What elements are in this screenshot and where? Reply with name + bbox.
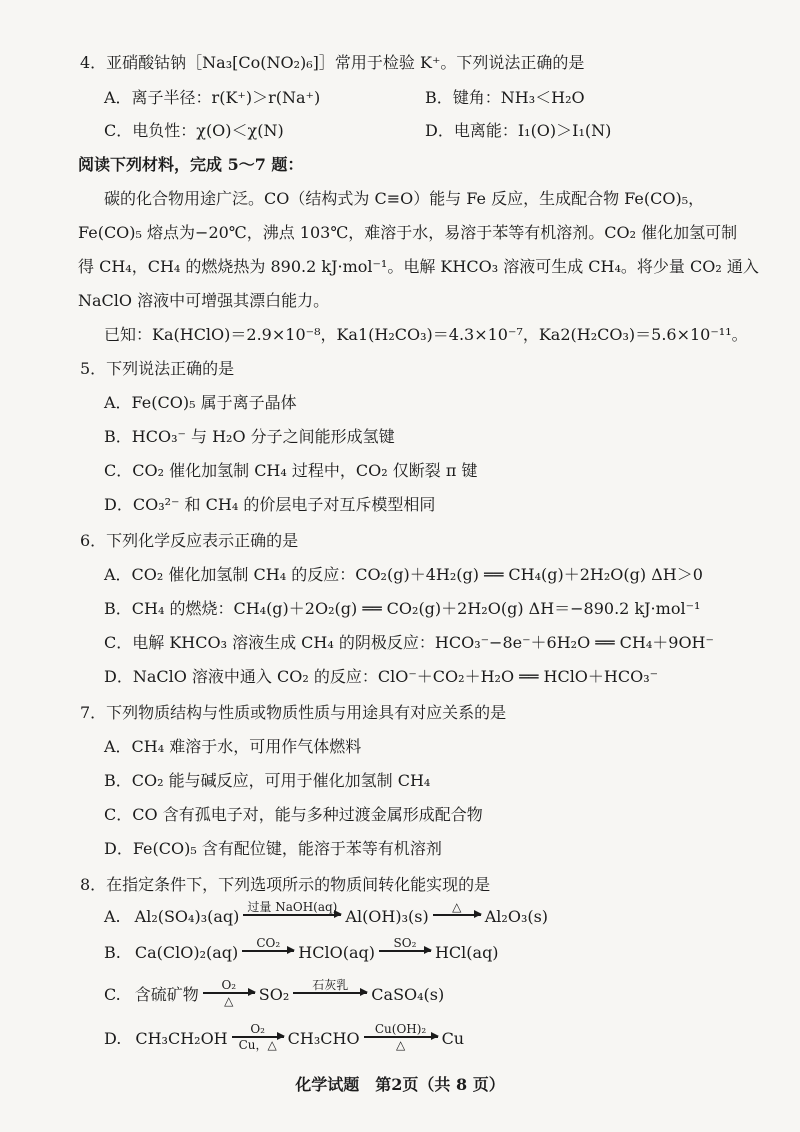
arrow-condition-below: Cu，△: [238, 1037, 277, 1052]
option-label: A.: [104, 906, 121, 926]
arrow-condition-below: △: [395, 1037, 406, 1052]
arrow-condition: O₂: [250, 1022, 265, 1036]
intermediate: HClO(aq): [298, 942, 375, 962]
q6-option-d: D．NaClO 溶液中通入 CO₂ 的反应：ClO⁻＋CO₂＋H₂O ══ HClO＋HCO₃⁻: [104, 667, 659, 686]
material-paragraph-3: 得 CH₄，CH₄ 的燃烧热为 890.2 kJ·mol⁻¹。电解 KHCO₃ 溶液可生成 CH₄。将少量 CO₂ 通入: [78, 257, 759, 276]
product: Cu: [441, 1028, 465, 1048]
q7-stem: 7．下列物质结构与性质或物质性质与用途具有对应关系的是: [80, 703, 507, 722]
arrow-condition: △: [452, 900, 462, 914]
material-paragraph-4: NaClO 溶液中可增强其漂白能力。: [78, 291, 330, 310]
q5-option-b: B．HCO₃⁻ 与 H₂O 分子之间能形成氢键: [104, 427, 395, 446]
q6-option-a: A．CO₂ 催化加氢制 CH₄ 的反应：CO₂(g)＋4H₂(g) ══ CH₄(g)＋2H₂O(g) ΔH＞0: [104, 565, 703, 584]
reactant: Ca(ClO)₂(aq): [134, 942, 239, 962]
arrow-condition: Cu(OH)₂: [374, 1022, 427, 1036]
intermediate: SO₂: [258, 984, 290, 1004]
q8-option-b: [104, 938, 499, 968]
reactant: CH₃CH₂OH: [135, 1028, 228, 1048]
reaction-arrow: [379, 936, 431, 966]
reaction-arrow: [293, 978, 367, 1008]
arrow-condition: 过量 NaOH(aq): [247, 900, 338, 914]
material-paragraph-2: Fe(CO)₅ 熔点为−20℃，沸点 103℃，难溶于水，易溶于苯等有机溶剂。CO₂ 催化加氢可制: [78, 223, 738, 242]
q4-option-c: C．电负性：χ(O)＜χ(N): [104, 121, 284, 140]
reaction-arrow: [364, 1022, 438, 1052]
arrow-condition: 石灰乳: [312, 978, 349, 992]
q8-stem: 8．在指定条件下，下列选项所示的物质间转化能实现的是: [80, 875, 491, 894]
reaction-arrow: [203, 978, 255, 1008]
q7-option-c: C．CO 含有孤电子对，能与多种过渡金属形成配合物: [104, 805, 483, 824]
arrow-condition-below: △: [224, 993, 234, 1008]
q5-option-c: C．CO₂ 催化加氢制 CH₄ 过程中，CO₂ 仅断裂 π 键: [104, 461, 478, 480]
q5-option-a: A．Fe(CO)₅ 属于离子晶体: [104, 393, 297, 412]
material-heading: 阅读下列材料，完成 5～7 题：: [78, 155, 304, 174]
reaction-arrow: [433, 900, 481, 930]
q5-stem: 5．下列说法正确的是: [80, 359, 235, 378]
q5-option-d: D．CO₃²⁻ 和 CH₄ 的价层电子对互斥模型相同: [104, 495, 436, 514]
q4-stem: 4．亚硝酸钴钠［Na₃[Co(NO₂)₆]］常用于检验 K⁺。下列说法正确的是: [80, 53, 585, 72]
arrow-condition: SO₂: [393, 936, 417, 950]
option-label: D.: [104, 1028, 122, 1048]
q4-option-a: A．离子半径：r(K⁺)＞r(Na⁺): [104, 88, 321, 107]
q6-option-c: C．电解 KHCO₃ 溶液生成 CH₄ 的阴极反应：HCO₃⁻−8e⁻＋6H₂O ══ CH₄＋9OH⁻: [104, 633, 714, 652]
reaction-arrow: [242, 936, 294, 966]
q8-option-d: [104, 1024, 464, 1054]
product: Al₂O₃(s): [484, 906, 549, 926]
option-label: C.: [104, 984, 121, 1004]
page-footer: 化学试题 第2页（共 8 页）: [295, 1075, 505, 1094]
option-label: B.: [104, 942, 121, 962]
q6-option-b: B．CH₄ 的燃烧：CH₄(g)＋2O₂(g) ══ CO₂(g)＋2H₂O(g) ΔH＝−890.2 kJ·mol⁻¹: [104, 599, 701, 618]
intermediate: CH₃CHO: [287, 1028, 360, 1048]
material-known-constants: 已知：Ka(HClO)＝2.9×10⁻⁸，Ka1(H₂CO₃)＝4.3×10⁻⁷，Ka2(H₂CO₃)＝5.6×10⁻¹¹。: [104, 325, 748, 344]
q6-stem: 6．下列化学反应表示正确的是: [80, 531, 299, 550]
reaction-arrow: [243, 900, 341, 930]
arrow-condition: CO₂: [256, 936, 281, 950]
arrow-condition: O₂: [221, 978, 237, 992]
q8-option-a: [104, 902, 548, 932]
q7-option-b: B．CO₂ 能与碱反应，可用于催化加氢制 CH₄: [104, 771, 431, 790]
intermediate: Al(OH)₃(s): [345, 906, 429, 926]
reactant: 含硫矿物: [134, 984, 199, 1004]
product: CaSO₄(s): [371, 984, 445, 1004]
q7-option-a: A．CH₄ 难溶于水，可用作气体燃料: [104, 737, 362, 756]
q4-option-d: D．电离能：I₁(O)＞I₁(N): [425, 121, 612, 140]
q8-option-c: [104, 980, 444, 1010]
reactant: Al₂(SO₄)₃(aq): [134, 906, 240, 926]
reaction-arrow: [232, 1022, 284, 1052]
q7-option-d: D．Fe(CO)₅ 含有配位键，能溶于苯等有机溶剂: [104, 839, 442, 858]
q4-option-b: B．键角：NH₃＜H₂O: [425, 88, 585, 107]
product: HCl(aq): [434, 942, 499, 962]
material-paragraph-1: 碳的化合物用途广泛。CO（结构式为 C≡O）能与 Fe 反应，生成配合物 Fe(CO)₅，: [104, 189, 705, 208]
